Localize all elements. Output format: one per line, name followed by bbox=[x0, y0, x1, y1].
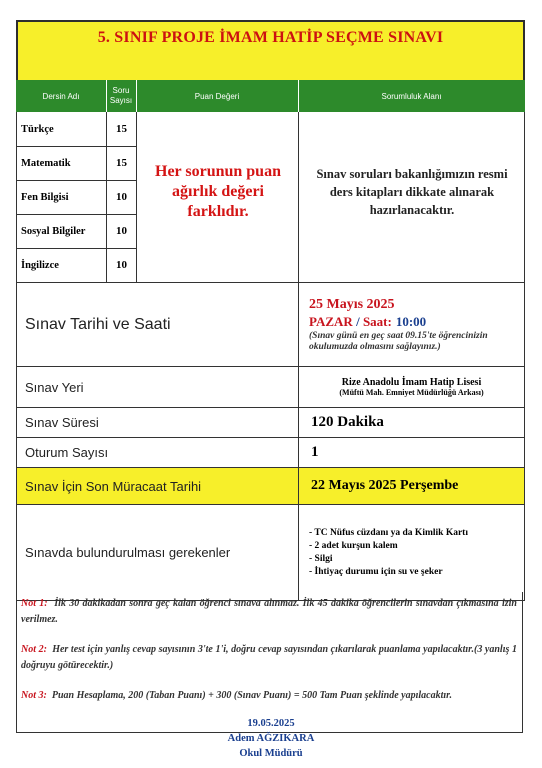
subject-name: Sosyal Bilgiler bbox=[21, 225, 86, 237]
list-item: - Silgi bbox=[309, 553, 333, 564]
subject-count: 15 bbox=[116, 123, 127, 135]
note-2 bbox=[21, 642, 517, 674]
duration-label: Sınav Süresi bbox=[25, 415, 99, 430]
subject-name: Matematik bbox=[21, 157, 71, 169]
exam-day: PAZAR bbox=[309, 314, 353, 329]
exam-place-label: Sınav Yeri bbox=[25, 379, 84, 395]
exam-arrival-note: (Sınav günü en geç saat 09.15'te öğrencinizin okulumuzda olmasını sağlayınız.) bbox=[309, 331, 488, 352]
list-item: - TC Nüfus cüzdanı ya da Kimlik Kartı bbox=[309, 527, 468, 538]
signature-name: Adem AĞZIKARA bbox=[227, 733, 315, 744]
exam-place-name: Rize Anadolu İmam Hatip Lisesi bbox=[341, 377, 482, 388]
exam-sep: / bbox=[352, 314, 363, 329]
exam-info-table bbox=[16, 112, 525, 601]
subject-name: Türkçe bbox=[21, 123, 54, 135]
subject-count: 10 bbox=[116, 191, 127, 203]
header-points: Puan Değeri bbox=[136, 80, 299, 112]
note-key: Not 2: bbox=[21, 644, 47, 655]
deadline-value: 22 Mayıs 2025 Perşembe bbox=[299, 468, 524, 504]
note-key: Not 1: bbox=[21, 598, 48, 609]
subject-name: Fen Bilgisi bbox=[21, 191, 69, 203]
signature-role: Okul Müdürü bbox=[239, 748, 303, 759]
note-text: Puan Hesaplama, 200 (Taban Puanı) + 300 (Sınav Puanı) = 500 Tam Puan şeklinde yapılacaktır. bbox=[51, 690, 452, 701]
header-count: Soru Sayısı bbox=[106, 80, 137, 112]
exam-date-value bbox=[299, 283, 524, 366]
divider bbox=[136, 112, 137, 282]
title-banner bbox=[16, 20, 525, 82]
signature-date: 19.05.2025 bbox=[247, 718, 295, 729]
note-key: Not 3: bbox=[21, 690, 47, 701]
subject-name: İngilizce bbox=[21, 259, 59, 271]
requirements-label: Sınavda bulundurulması gerekenler bbox=[25, 545, 231, 560]
exam-date-label: Sınav Tarihi ve Saati bbox=[25, 315, 171, 333]
subject-count: 10 bbox=[116, 259, 127, 271]
header-course: Dersin Adı bbox=[16, 80, 107, 112]
page-title: 5. SINIF PROJE İMAM HATİP SEÇME SINAVI bbox=[97, 29, 444, 46]
exam-time: 10:00 bbox=[395, 314, 427, 329]
scope-note: Sınav soruları bakanlığımızın resmi ders kitapları dikkate alınarak hazırlanacaktır. bbox=[316, 167, 508, 217]
requirements-list bbox=[299, 505, 524, 600]
exam-announcement-sheet bbox=[16, 20, 525, 712]
note-text: İlk 30 dakikadan sonra geç kalan öğrenci sınava alınmaz. İlk 45 dakika öğrencilerin sınavdan çıkmasına izin verilmez. bbox=[21, 598, 517, 625]
note-text: Her test için yanlış cevap sayısının 3'te 1'i, doğru cevap sayısından çıkarılarak puanlama yapılacaktır.(3 yanlış 1 doğruyu götürecektir.) bbox=[21, 644, 517, 671]
note-3 bbox=[21, 688, 517, 704]
subject-count: 15 bbox=[116, 157, 127, 169]
exam-time-label: Saat: bbox=[362, 314, 392, 329]
sessions-label: Oturum Sayısı bbox=[25, 445, 109, 460]
exam-place-value bbox=[299, 367, 524, 407]
notes-box bbox=[16, 592, 523, 733]
list-item: - 2 adet kurşun kalem bbox=[309, 540, 398, 551]
points-note: Her sorunun puan ağırlık değeri farklıdır. bbox=[155, 163, 281, 220]
exam-date: 25 Mayıs 2025 bbox=[309, 297, 395, 312]
note-1 bbox=[21, 596, 517, 628]
subject-count: 10 bbox=[116, 225, 127, 237]
list-item: - İhtiyaç durumu için su ve şeker bbox=[309, 566, 443, 577]
deadline-label: Sınav İçin Son Müracaat Tarihi bbox=[17, 468, 298, 504]
header-scope: Sorumluluk Alanı bbox=[381, 91, 442, 101]
sessions-value: 1 bbox=[311, 444, 319, 460]
exam-place-address: (Müftü Mah. Emniyet Müdürlüğü Arkası) bbox=[339, 388, 484, 397]
duration-value: 120 Dakika bbox=[311, 414, 384, 430]
table-header bbox=[16, 80, 525, 112]
